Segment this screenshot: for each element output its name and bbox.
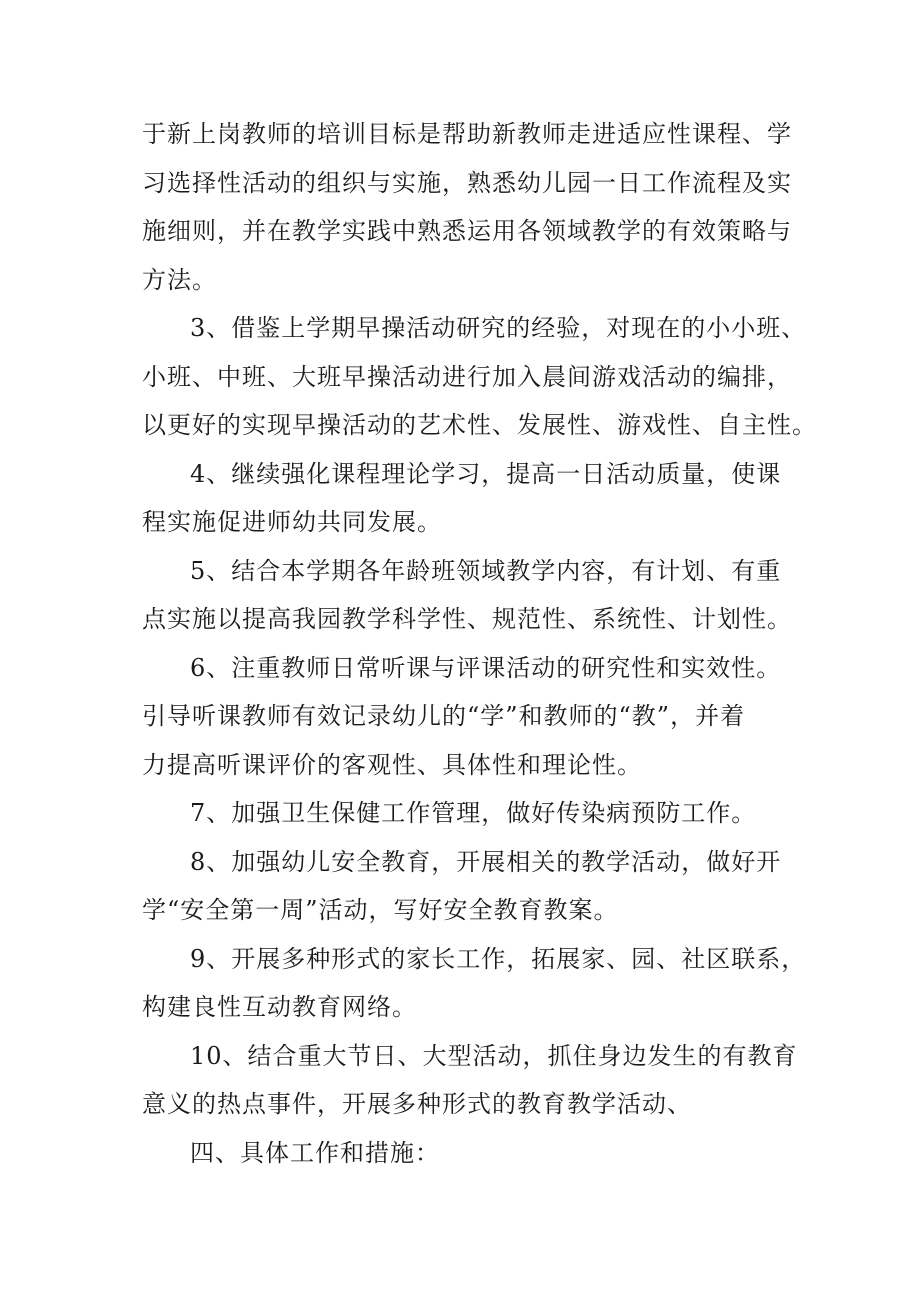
text-line: 方法。 bbox=[142, 265, 217, 294]
text-line: 6、注重教师日常听课与评课活动的研究性和实效性。 bbox=[190, 653, 782, 682]
paragraph-item-3 bbox=[142, 304, 817, 450]
section-heading-4 bbox=[142, 1129, 792, 1178]
text-line: 程实施促进师幼共同发展。 bbox=[142, 508, 442, 536]
text-line: 小班、中班、大班早操活动进行加入晨间游戏活动的编排， bbox=[142, 362, 792, 391]
text-line: 意义的热点事件，开展多种形式的教育教学活动、 bbox=[142, 1090, 692, 1118]
text-line: 于新上岗教师的培训目标是帮助新教师走进适应性课程、学 bbox=[142, 120, 792, 148]
text-line: 点实施以提高我园教学科学性、规范性、系统性、计划性。 bbox=[142, 605, 792, 633]
text-line: 以更好的实现早操活动的艺术性、发展性、游戏性、自主性。 bbox=[142, 411, 817, 439]
text-line: 习选择性活动的组织与实施，熟悉幼儿园一日工作流程及实 bbox=[142, 168, 792, 197]
text-line: 5、结合本学期各年龄班领域教学内容，有计划、有重 bbox=[190, 556, 782, 585]
text-line: 施细则，并在教学实践中熟悉运用各领域教学的有效策略与 bbox=[142, 217, 792, 245]
text-line: 学“安全第一周”活动，写好安全教育教案。 bbox=[142, 896, 619, 924]
text-line: 四、具体工作和措施： bbox=[190, 1138, 440, 1167]
text-line: 9、开展多种形式的家长工作，拓展家、园、社区联系， bbox=[190, 944, 807, 973]
paragraph-item-4 bbox=[142, 450, 792, 547]
text-line: 8、加强幼儿安全教育，开展相关的教学活动，做好开 bbox=[190, 847, 782, 876]
document-body bbox=[142, 110, 817, 1177]
paragraph-training-goal bbox=[142, 110, 792, 304]
paragraph-item-10 bbox=[142, 1032, 798, 1129]
text-line: 构建良性互动教育网络。 bbox=[142, 993, 417, 1021]
paragraph-item-5 bbox=[142, 547, 792, 644]
text-line: 7、加强卫生保健工作管理，做好传染病预防工作。 bbox=[190, 799, 757, 827]
paragraph-item-9 bbox=[142, 935, 807, 1032]
text-line: 力提高听课评价的客观性、具体性和理论性。 bbox=[142, 750, 642, 779]
paragraph-item-7 bbox=[142, 789, 792, 838]
paragraph-item-6 bbox=[142, 644, 792, 790]
text-line: 10、结合重大节日、大型活动，抓住身边发生的有教育 bbox=[190, 1041, 798, 1070]
paragraph-item-8 bbox=[142, 838, 792, 935]
text-line: 引导听课教师有效记录幼儿的“学”和教师的“教”，并着 bbox=[142, 702, 746, 730]
text-line: 4、继续强化课程理论学习，提高一日活动质量，使课 bbox=[190, 459, 782, 488]
text-line: 3、借鉴上学期早操活动研究的经验，对现在的小小班、 bbox=[190, 314, 807, 342]
